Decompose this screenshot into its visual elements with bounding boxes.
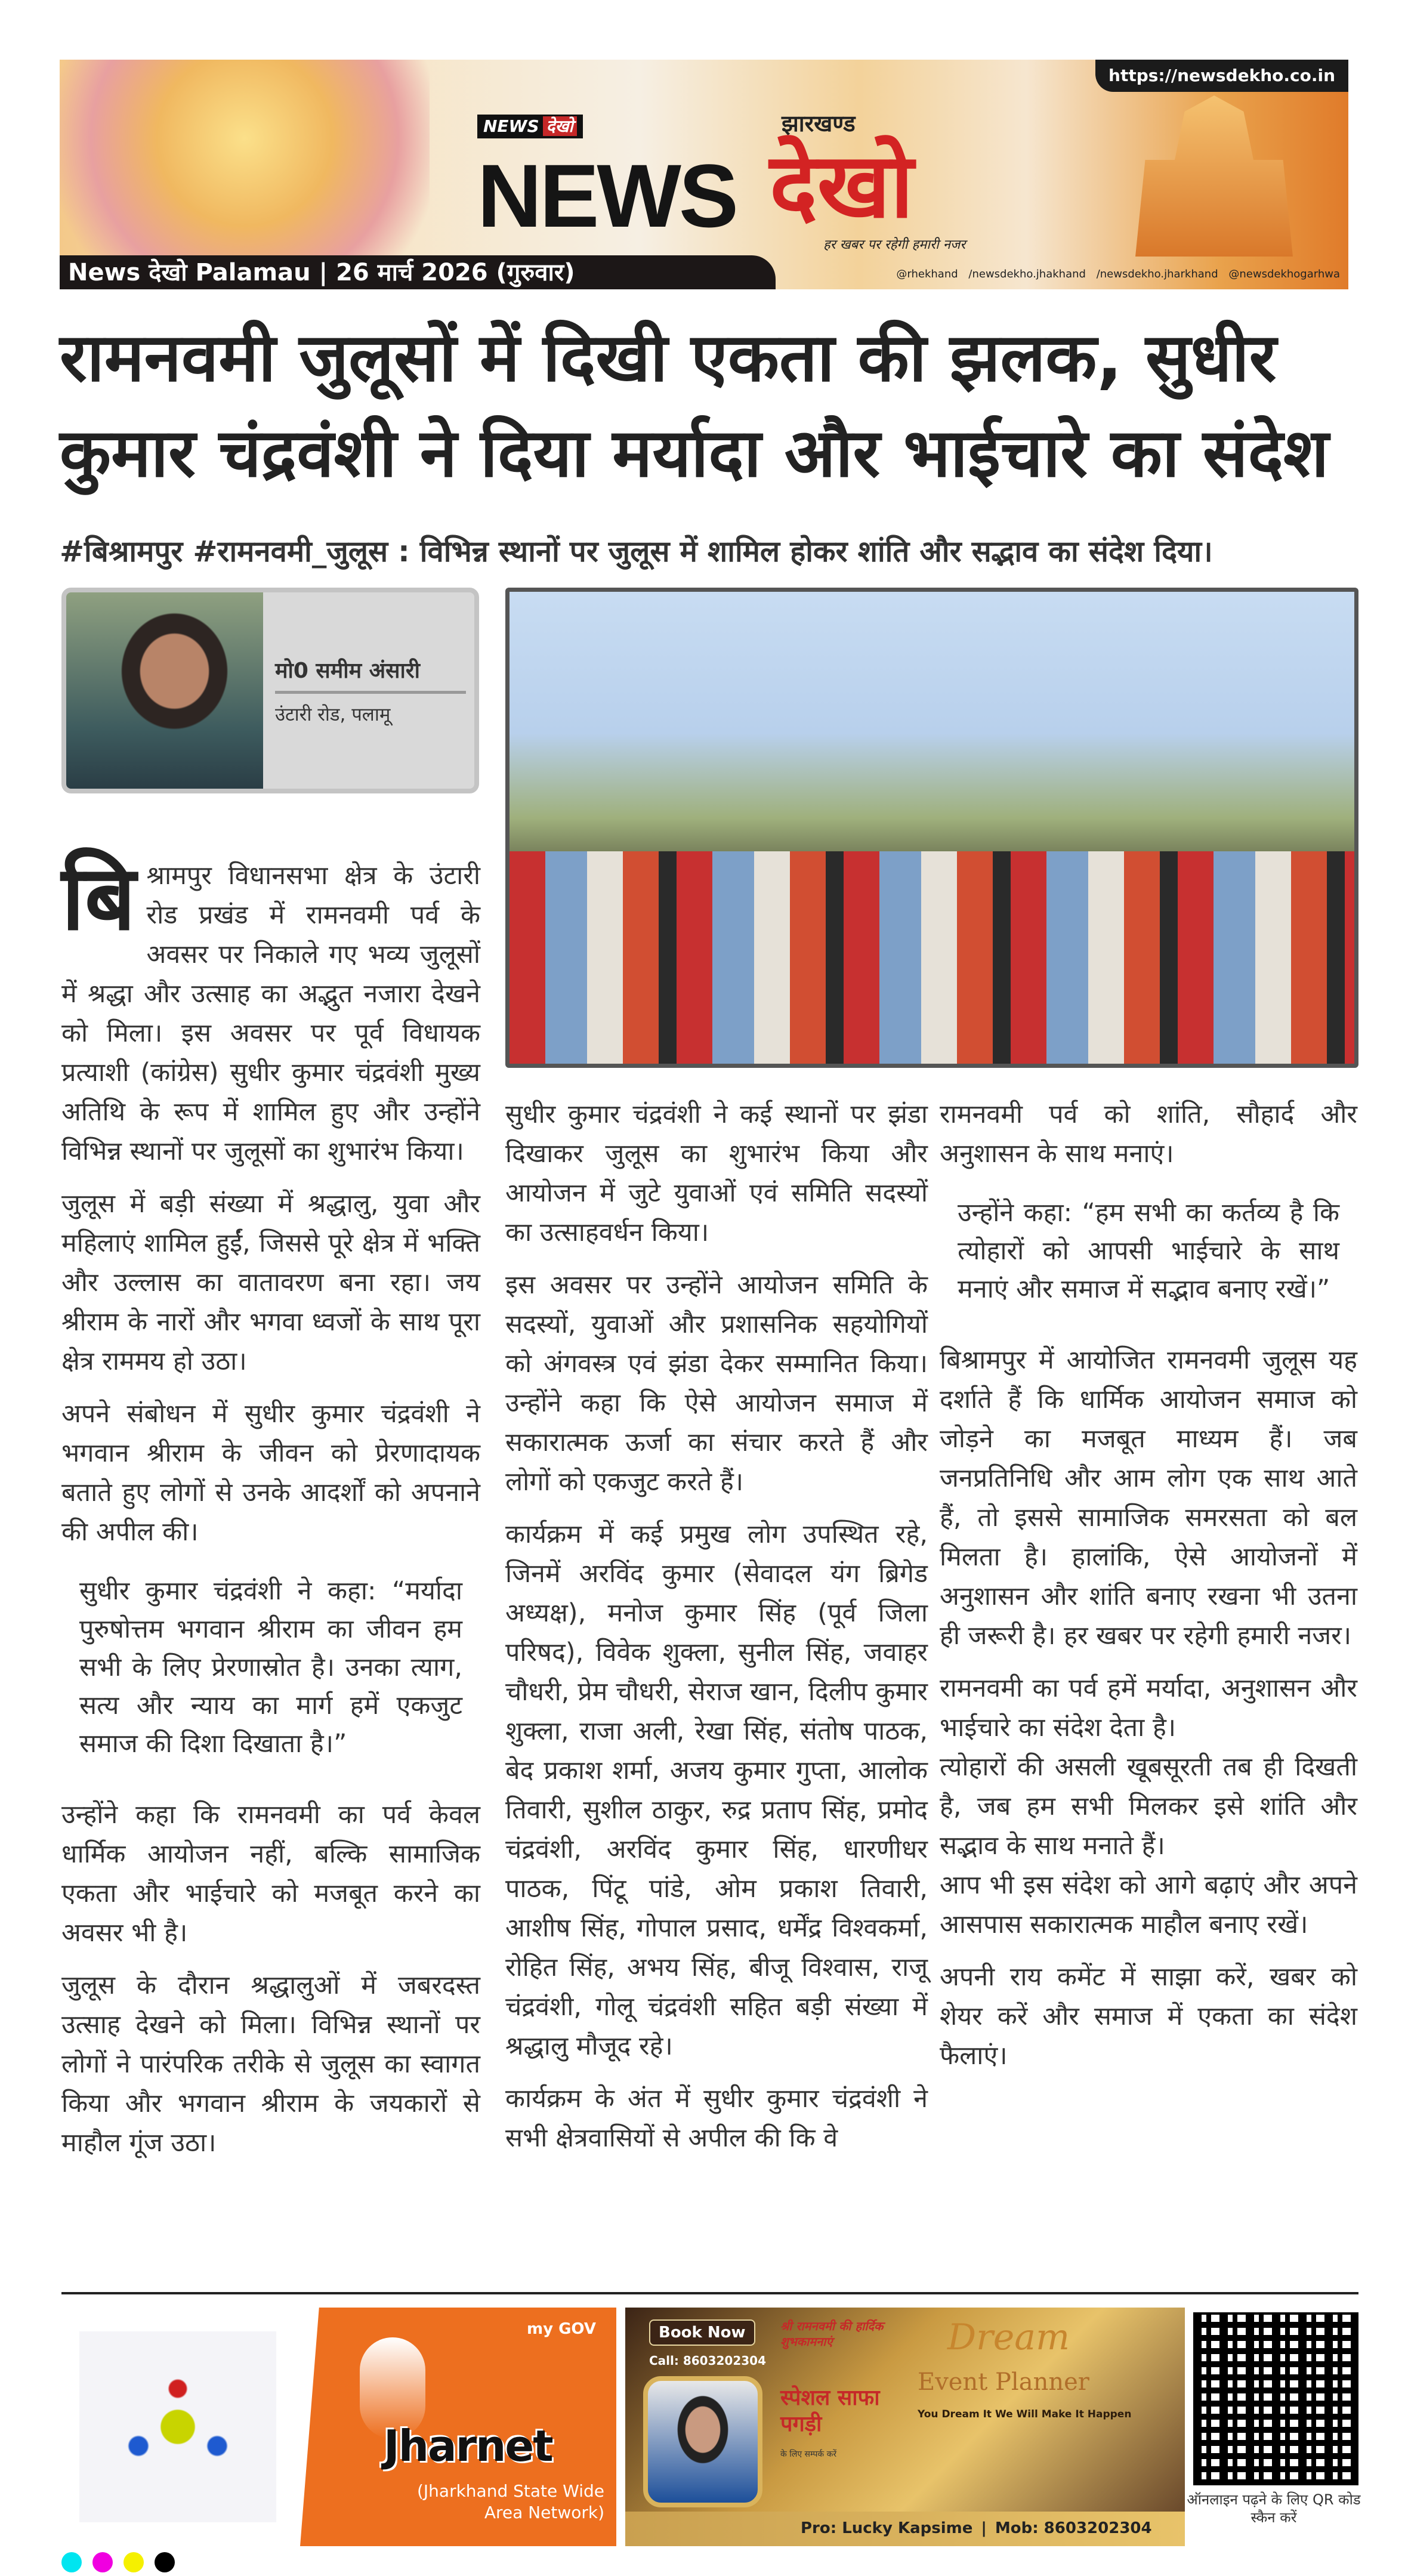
quote: उन्होंने कहा: “हम सभी का कर्तव्य है कि त्योहारों को आपसी भाईचारे के साथ मनाएं और समाज में सद्भाव बनाए रखें।” bbox=[958, 1198, 1339, 1304]
article-column-1 bbox=[61, 847, 480, 2176]
paragraph: जुलूस के दौरान श्रद्धालुओं में जबरदस्त उत्साह देखने को मिला। विभिन्न स्थानों पर लोगों ने पारंपरिक तरीके से जुलूस का स्वागत किया और भगवान श्रीराम के जयकारों से माहौल गूंज उठा। bbox=[61, 1970, 480, 2158]
ramnavami-greeting: श्री रामनवमी की हार्दिक शुभकामनाएं bbox=[780, 2319, 884, 2349]
paragraph: इस अवसर पर उन्होंने आयोजन समिति के सदस्यों, युवाओं और प्रशासनिक सहयोगियों को अंगवस्त्र एवं झंडा देकर सम्मानित किया। उन्होंने कहा कि ऐसे आयोजन समाज में सकारात्मक ऊर्जा का संचार करते हैं और लोगों को एकजुट करते हैं। bbox=[505, 1270, 928, 1497]
proprietor-photo bbox=[643, 2376, 762, 2507]
paragraph bbox=[61, 847, 480, 1171]
paragraph: कार्यक्रम के अंत में सुधीर कुमार चंद्रवंशी ने सभी क्षेत्रवासियों से अपील की कि वे bbox=[505, 2084, 928, 2153]
jharnet-ad[interactable] bbox=[61, 2308, 616, 2546]
network-diagram bbox=[79, 2331, 276, 2522]
author-name: मो0 समीम अंसारी bbox=[275, 659, 420, 683]
paragraph: जुलूस में बड़ी संख्या में श्रद्धालु, युवा और महिलाएं शामिल हुईं, जिससे पूरे क्षेत्र में भक्ति और उल्लास का वातावरण बना रहा। जय श्रीराम के नारों और भगवा ध्वजों के साथ पूरा क्षेत्र राममय हो उठा। bbox=[61, 1189, 480, 1376]
subheadline: #बिश्रामपुर #रामनवमी_जुलूस : विभिन्न स्थानों पर जुलूस में शामिल होकर शांति और सद्भाव का संदेश दिया। bbox=[60, 535, 1213, 569]
book-now-label: Book Now bbox=[649, 2319, 755, 2346]
slogan: You Dream It We Will Make It Happen bbox=[918, 2408, 1132, 2420]
site-url[interactable]: https://newsdekho.co.in bbox=[1095, 60, 1348, 92]
jharnet-logo: Jharnet bbox=[384, 2421, 552, 2471]
social-handles bbox=[889, 267, 1340, 282]
magenta-registration-dot bbox=[92, 2552, 113, 2572]
proprietor-name: Pro: Lucky Kapsime bbox=[801, 2519, 973, 2537]
tagline: हर खबर पर रहेगी हमारी नजर bbox=[823, 237, 966, 252]
logo-state: झारखण्ड bbox=[782, 110, 856, 137]
author-photo bbox=[66, 592, 263, 789]
paragraph: रामनवमी पर्व को शांति, सौहार्द और अनुशासन के साथ मनाएं। bbox=[940, 1099, 1357, 1169]
black-registration-dot bbox=[155, 2552, 175, 2572]
ad-footer: Pro: Lucky Kapsime | Mob: 8603202304 bbox=[625, 2512, 1185, 2546]
ram-darbar-illustration bbox=[60, 60, 430, 257]
crowd bbox=[510, 851, 1354, 1064]
x-handle[interactable]: @newsdekhogarhwa bbox=[1228, 268, 1340, 280]
temple-illustration bbox=[1116, 95, 1313, 257]
paragraph: अपने संबोधन में सुधीर कुमार चंद्रवंशी ने भगवान श्रीराम के जीवन को प्रेरणादायक बताते हुए लोगों से उनके आदर्शों को अपनाने की अपील की। bbox=[61, 1399, 480, 1547]
paragraph: अपनी राय कमेंट में साझा करें, खबर को शेयर करें और समाज में एकता का संदेश फैलाएं। bbox=[940, 1962, 1357, 2071]
paragraph: बिश्रामपुर में आयोजित रामनवमी जुलूस यह दर्शाते हैं कि धार्मिक आयोजन समाज को जोड़ने का मजबूत माध्यम हैं। जब जनप्रतिनिधि और आम लोग एक साथ आते हैं, तो इससे सामाजिक समरसता को बल मिलता है। हालांकि, ऐसे आयोजनों में अनुशासन और शांति बनाए रखना भी उतना ही जरूरी है। हर खबर पर रहेगी हमारी नजर। bbox=[940, 1345, 1357, 1651]
logo-dekho: देखो bbox=[770, 134, 914, 238]
article-column-3 bbox=[940, 1095, 1357, 2089]
masthead-banner bbox=[60, 60, 1348, 289]
instagram-handle[interactable]: @rhekhand bbox=[896, 268, 958, 280]
qr-code[interactable] bbox=[1193, 2312, 1358, 2485]
paragraph: उन्होंने कहा कि रामनवमी का पर्व केवल धार्मिक आयोजन नहीं, बल्कि सामाजिक एकता और भाईचारे को मजबूत करने का अवसर भी है। bbox=[61, 1800, 480, 1948]
dream-title: Dream bbox=[947, 2316, 1070, 2358]
paragraph: कार्यक्रम में कई प्रमुख लोग उपस्थित रहे, जिनमें अरविंद कुमार (सेवादल यंग ब्रिगेड अध्यक्ष), मनोज कुमार सिंह (पूर्व जिला परिषद), विवेक शुक्ला, सुनील सिंह, जवाहर चौधरी, प्रेम चौधरी, सेराज खान, दिलीप कुमार शुक्ला, राजा अली, रेखा सिंह, संतोष पाठक, बेद प्रकाश शर्मा, अजय कुमार गुप्ता, आलोक तिवारी, सुशील ठाकुर, रुद्र प्रताप सिंह, प्रमोद चंद्रवंशी, अरविंद कुमार सिंह, धारणीधर पाठक, पिंटू पांडे, ओम प्रकाश तिवारी, आशीष सिंह, गोपाल प्रसाद, धर्मेंद्र विश्वकर्मा, रोहित सिंह, अभय सिंह, बीजू विश्वास, राजू चंद्रवंशी, गोलू चंद्रवंशी सहित बड़ी संख्या में श्रद्धालु मौजूद रहे। bbox=[505, 1519, 928, 2061]
jharnet-subtitle: (Jharkhand State Wide Area Network) bbox=[416, 2481, 604, 2522]
procession-photo bbox=[505, 588, 1358, 1068]
dream-event-planner-ad[interactable] bbox=[625, 2308, 1185, 2546]
quote: सुधीर कुमार चंद्रवंशी ने कहा: “मर्यादा पुरुषोत्तम भगवान श्रीराम का जीवन हम सभी के लिए प्रेरणास्रोत है। उनका त्याग, सत्य और न्याय का मार्ग हमें एकजुट समाज की दिशा दिखाता है।” bbox=[79, 1576, 462, 1759]
headline: रामनवमी जुलूसों में दिखी एकता की झलक, सुधीर कुमार चंद्रवंशी ने दिया मर्यादा और भाईचारे का संदेश bbox=[60, 319, 1329, 492]
call-number: Call: 8603202304 bbox=[649, 2353, 767, 2368]
logo-news: NEWS bbox=[477, 146, 736, 246]
dateline: News देखो Palamau | 26 मार्च 2026 (गुरुवार) bbox=[60, 255, 776, 289]
logo-small-news: NEWS bbox=[483, 116, 539, 136]
youtube-handle[interactable]: /newsdekho.jharkhand bbox=[1096, 268, 1218, 280]
special-safa-text: स्पेशल साफा पगड़ी bbox=[780, 2386, 880, 2436]
divider bbox=[275, 691, 466, 694]
mobile-number: Mob: 8603202304 bbox=[995, 2519, 1152, 2537]
logo-small-dekho: देखो bbox=[543, 116, 577, 136]
article-column-2 bbox=[505, 1095, 928, 2171]
author-place: उंटारी रोड, पलामू bbox=[275, 704, 391, 725]
dropcap: बि bbox=[61, 847, 136, 950]
paragraph: रामनवमी का पर्व हमें मर्यादा, अनुशासन और भाईचारे का संदेश देता है। त्योहारों की असली खूबसूरती तब ही दिखती है, जब हम सभी मिलकर इसे शांति और सद्भाव के साथ मनाते हैं। आप भी इस संदेश को आगे बढ़ाएं और अपने आसपास सकारात्मक माहौल बनाए रखें। bbox=[940, 1673, 1357, 1939]
special-sub: के लिए सम्पर्क करें bbox=[780, 2450, 837, 2459]
logo-small bbox=[477, 115, 583, 138]
paragraph: सुधीर कुमार चंद्रवंशी ने कई स्थानों पर झंडा दिखाकर जुलूस का शुभारंभ किया और आयोजन में जुटे युवाओं एवं समिति सदस्यों का उत्साहवर्धन किया। bbox=[505, 1099, 928, 1247]
facebook-handle[interactable]: /newsdekho.jhakhand bbox=[968, 268, 1086, 280]
author-box bbox=[61, 588, 479, 793]
event-planner-title: Event Planner bbox=[918, 2368, 1089, 2396]
yellow-registration-dot bbox=[123, 2552, 144, 2572]
qr-caption: ऑनलाइन पढ़ने के लिए QR कोड स्कैन करें bbox=[1187, 2491, 1361, 2526]
cyan-registration-dot bbox=[61, 2552, 82, 2572]
paragraph-text: श्रामपुर विधानसभा क्षेत्र के उंटारी रोड प्रखंड में रामनवमी पर्व के अवसर पर निकाले गए भव्य जुलूसों में श्रद्धा और उत्साह का अद्भुत नजारा देखने को मिला। इस अवसर पर पूर्व विधायक प्रत्याशी (कांग्रेस) सुधीर कुमार चंद्रवंशी मुख्य अतिथि के रूप में शामिल हुए और उन्होंने विभिन्न स्थानों पर जुलूसों का शुभारंभ किया। bbox=[61, 861, 480, 1166]
footer-divider bbox=[61, 2292, 1358, 2294]
mygov-logo: my GOV bbox=[527, 2320, 596, 2338]
